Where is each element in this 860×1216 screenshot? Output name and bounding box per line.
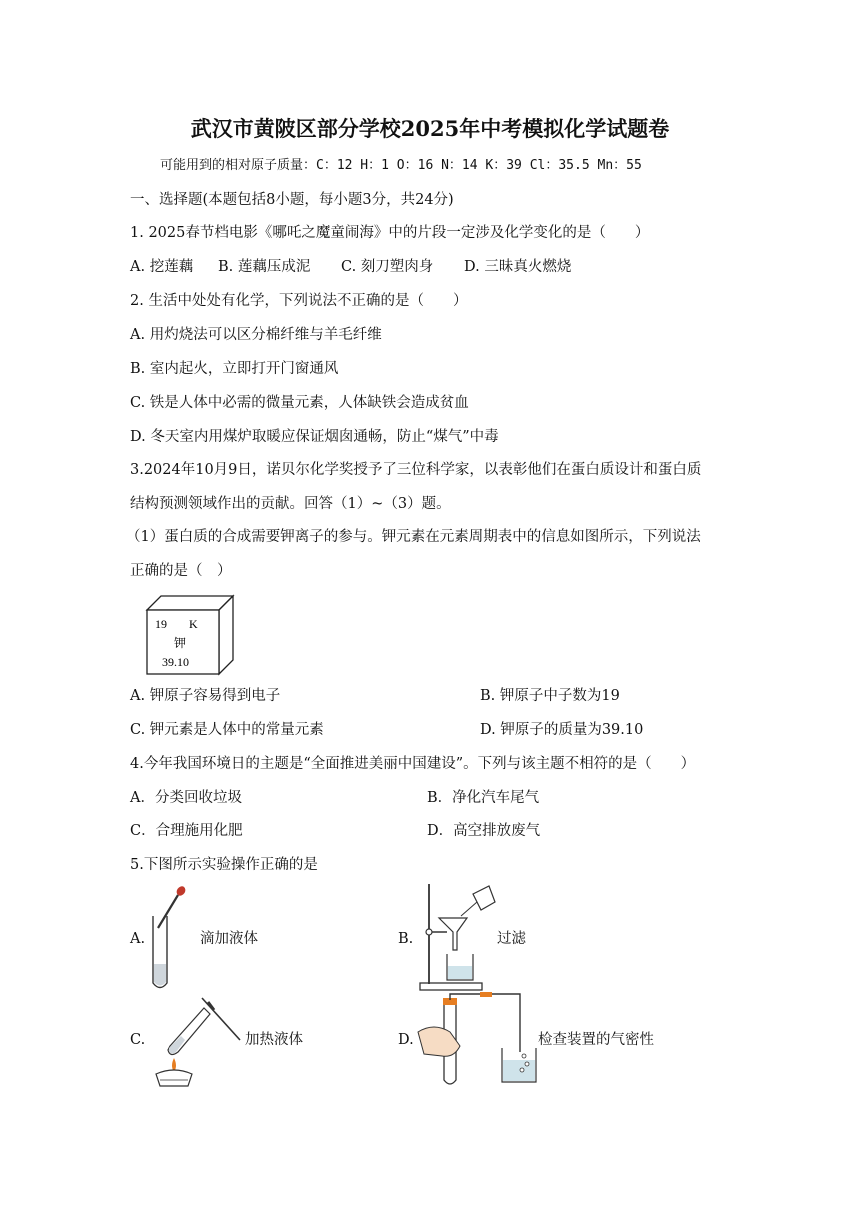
q4-option-b: B．净化汽车尾气	[427, 790, 540, 806]
q4-option-a: A．分类回收垃圾	[130, 790, 242, 806]
q5-option-c-label: 加热液体	[245, 1032, 303, 1048]
element-symbol: K	[189, 617, 198, 631]
filtration-illustration	[417, 880, 497, 992]
q5-option-a-letter: A.	[130, 931, 146, 947]
airtightness-check-illustration	[416, 992, 540, 1088]
q3-option-d: D. 钾原子的质量为39.10	[480, 722, 644, 738]
atomic-masses: 可能用到的相对原子质量：C：12 H：1 O：16 N：14 K：39 Cl：35.5 Mn：55	[160, 158, 642, 173]
q4-option-d: D．高空排放废气	[427, 823, 541, 839]
q3-option-c: C. 钾元素是人体中的常量元素	[130, 722, 324, 738]
q1-option-b: B. 莲藕压成泥	[218, 259, 311, 275]
heating-liquid-illustration	[148, 992, 244, 1088]
q4-option-c: C．合理施用化肥	[130, 823, 243, 839]
q3-option-b: B. 钾原子中子数为19	[480, 688, 620, 704]
q5-option-b-label: 过滤	[497, 931, 526, 947]
element-name: 钾	[174, 636, 187, 650]
q1-option-c: C. 刻刀塑肉身	[341, 259, 434, 275]
q1-stem: 1. 2025春节档电影《哪吒之魔童闹海》中的片段一定涉及化学变化的是（ ）	[130, 225, 650, 241]
q5-option-d-letter: D.	[398, 1032, 414, 1048]
q3-option-a: A. 钾原子容易得到电子	[130, 688, 281, 704]
q2-option-c: C. 铁是人体中必需的微量元素，人体缺铁会造成贫血	[130, 395, 469, 411]
q5-option-d-label: 检查装置的气密性	[538, 1032, 654, 1048]
q2-stem: 2. 生活中处处有化学，下列说法不正确的是（ ）	[130, 293, 468, 309]
q4-stem: 4.今年我国环境日的主题是“全面推进美丽中国建设”。下列与该主题不相符的是（ ）	[130, 756, 696, 772]
q2-option-d: D. 冬天室内用煤炉取暖应保证烟囱通畅，防止“煤气”中毒	[130, 429, 499, 445]
q3-sub1-line2: 正确的是（ ）	[130, 563, 232, 579]
q2-option-b: B. 室内起火，立即打开门窗通风	[130, 361, 339, 377]
q5-option-a-label: 滴加液体	[200, 931, 258, 947]
q5-stem: 5.下图所示实验操作正确的是	[130, 857, 318, 873]
dropper-test-tube-illustration	[148, 882, 188, 994]
q3-stem-line1: 3.2024年10月9日，诺贝尔化学奖授予了三位科学家，以表彰他们在蛋白质设计和蛋白质	[130, 462, 702, 478]
element-number: 19	[155, 617, 167, 631]
element-mass: 39.10	[162, 655, 189, 669]
q1-option-a: A. 挖莲藕	[130, 259, 194, 275]
q3-stem-line2: 结构预测领域作出的贡献。回答（1）~（3）题。	[130, 496, 451, 512]
section-heading: 一、选择题(本题包括8小题，每小题3分，共24分)	[130, 192, 454, 208]
q2-option-a: A. 用灼烧法可以区分棉纤维与羊毛纤维	[130, 327, 382, 343]
q3-sub1-line1: （1）蛋白质的合成需要钾离子的参与。钾元素在元素周期表中的信息如图所示，下列说法	[126, 529, 701, 545]
potassium-element-card	[143, 592, 239, 676]
q5-option-b-letter: B.	[398, 931, 414, 947]
q5-option-c-letter: C.	[130, 1032, 146, 1048]
q1-option-d: D. 三昧真火燃烧	[464, 259, 572, 275]
page-title: 武汉市黄陂区部分学校2025年中考模拟化学试题卷	[190, 116, 670, 141]
